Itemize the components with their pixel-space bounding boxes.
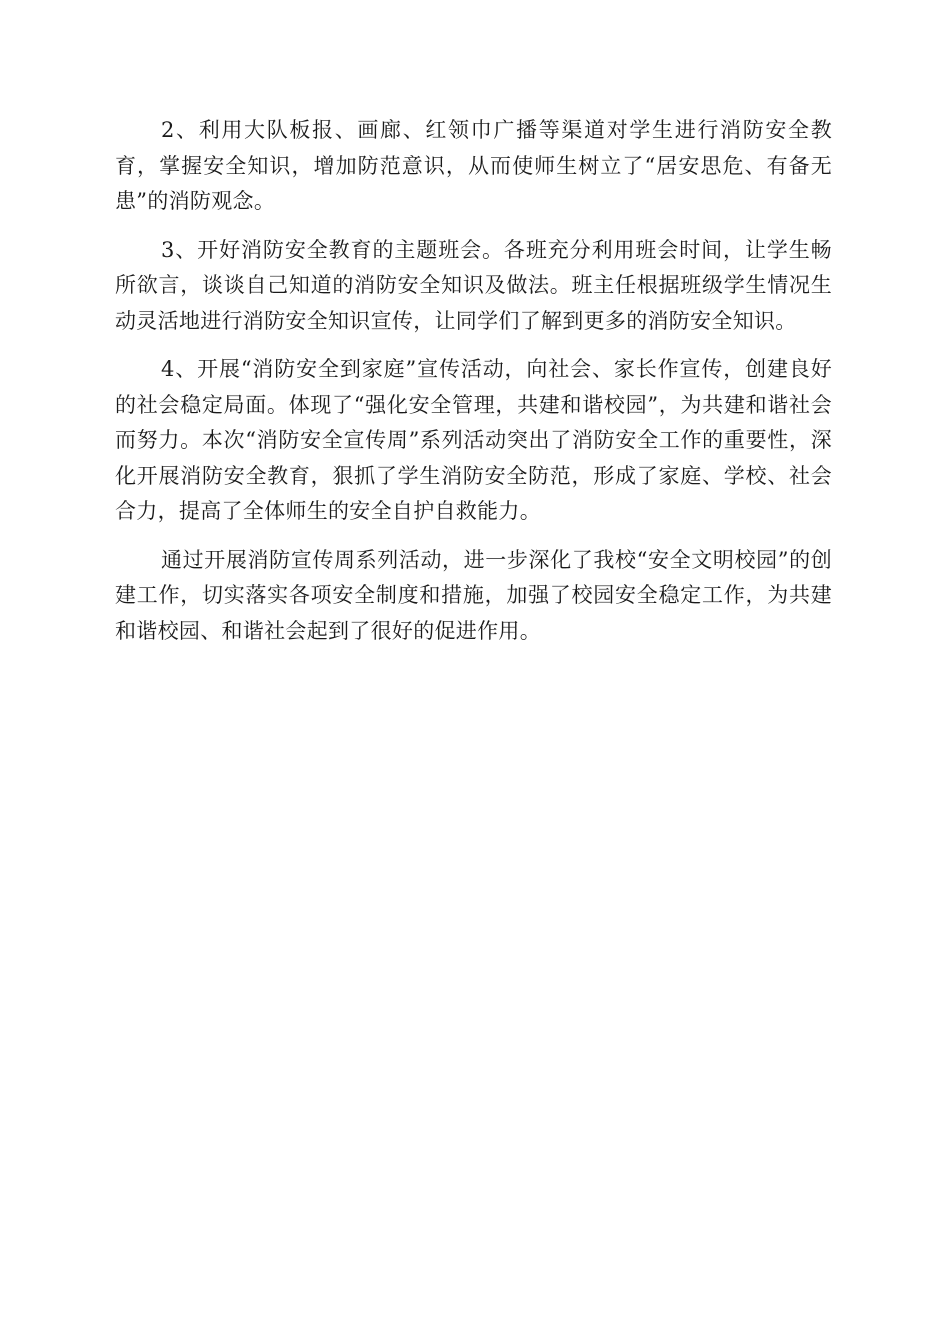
paragraph-item-4: 4、开展“消防安全到家庭”宣传活动，向社会、家长作宣传，创建良好的社会稳定局面。体现了“强化安全管理，共建和谐校园”，为共建和谐社会而努力。本次“消防安全宣传周”系列活动突出了消防安全工作的重要性，深化开展消防安全教育，狠抓了学生消防安全防范，形成了家庭、学校、社会合力，提高了全体师生的安全自护自救能力。 [115,357,832,523]
paragraph-item-3: 3、开好消防安全教育的主题班会。各班充分利用班会时间，让学生畅所欲言，谈谈自己知道的消防安全知识及做法。班主任根据班级学生情况生动灵活地进行消防安全知识宣传，让同学们了解到更多的消防安全知识。 [115,237,832,333]
paragraph-conclusion: 通过开展消防宣传周系列活动，进一步深化了我校“安全文明校园”的创建工作，切实落实各项安全制度和措施，加强了校园安全稳定工作，为共建和谐校园、和谐社会起到了很好的促进作用。 [115,547,832,643]
document-body [115,113,832,662]
paragraph-item-2: 2、利用大队板报、画廊、红领巾广播等渠道对学生进行消防安全教育，掌握安全知识，增加防范意识，从而使师生树立了“居安思危、有备无患”的消防观念。 [115,118,832,213]
